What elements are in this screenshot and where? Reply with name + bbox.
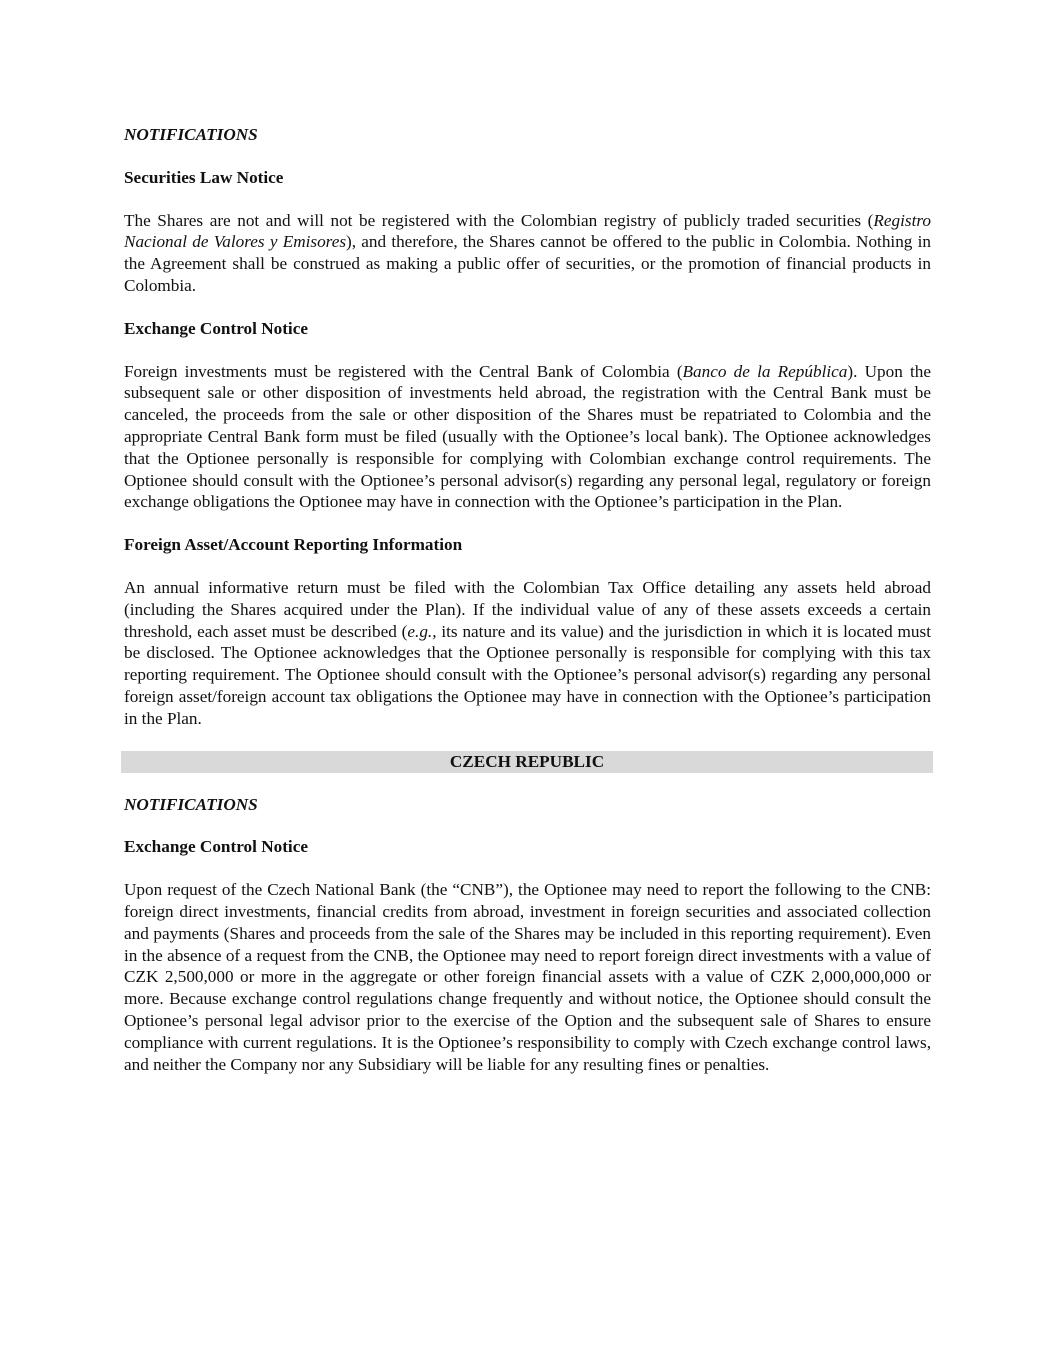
foreign-asset-text-a: An annual informative return must be filed with the Colombian Tax Office detailing any assets held abroad (including the Shares acquired under the Plan). If the individual value of any of these assets exceeds a certain threshold, each asset must be described ( — [124, 577, 931, 641]
czech-notifications-heading: NOTIFICATIONS — [124, 794, 258, 814]
czech-exchange-control-heading: Exchange Control Notice — [124, 837, 308, 857]
foreign-asset-heading: Foreign Asset/Account Reporting Information — [124, 535, 463, 555]
securities-text-italic: Registro Nacional de Valores y Emisores — [124, 210, 931, 252]
securities-law-heading: Securities Law Notice — [124, 167, 284, 187]
document-body — [124, 124, 931, 1096]
exchange-text-b: ). Upon the subsequent sale or other disposition of investments held abroad, the registration with the Central Bank must be canceled, the proceeds from the sale or other disposition of the Shares must be repatriated to Colombia and the appropriate Central Bank form must be filed (usually with the Optionee’s local bank). The Optionee acknowledges that the Optionee personally is responsible for complying with Colombian exchange control requirements. The Optionee should consult with the Optionee’s personal advisor(s) regarding any personal legal, regulatory or foreign exchange obligations the Optionee may have in connection with the Optionee’s participation in the Plan. — [124, 361, 931, 512]
foreign-asset-paragraph — [124, 577, 931, 730]
securities-text-b: ), and therefore, the Shares cannot be offered to the public in Colombia. Nothing in the Agreement shall be construed as making a public offer of securities, or the promotion of financial products in Colombia. — [124, 232, 931, 295]
foreign-asset-text-b: its nature and its value) and the jurisdiction in which it is located must be disclosed. The Optionee acknowledges that the Optionee personally is responsible for complying with this tax reporting requirement. The Optionee should consult with the Optionee’s personal advisor(s) regarding any personal foreign asset/foreign account tax obligations the Optionee may have in connection with the Optionee’s participation in the Plan. — [124, 621, 931, 728]
exchange-text-a: Foreign investments must be registered with the Central Bank of Colombia ( — [124, 361, 683, 381]
czech-exchange-control-paragraph: Upon request of the Czech National Bank (the “CNB”), the Optionee may need to report the following to the CNB: foreign direct investments, financial credits from abroad, investment in foreign securities and associated collection and payments (Shares and proceeds from the sale of the Shares may be included in this reporting requirement). Even in the absence of a request from the CNB, the Optionee may need to report foreign direct investments with a value of CZK 2,500,000 or more in the aggregate or other foreign financial assets with a value of CZK 2,000,000,000 or more. Because exchange control regulations change frequently and without notice, the Optionee should consult the Optionee’s personal legal advisor prior to the exercise of the Option and the subsequent sale of Shares to ensure compliance with current regulations. It is the Optionee’s responsibility to comply with Czech exchange control laws, and neither the Company nor any Subsidiary will be liable for any resulting fines or penalties. — [124, 880, 931, 1074]
exchange-control-paragraph — [124, 361, 931, 514]
czech-republic-banner: CZECH REPUBLIC — [121, 751, 933, 773]
foreign-asset-text-italic: e.g., — [407, 621, 437, 641]
exchange-text-italic: Banco de la República — [682, 361, 848, 381]
exchange-control-heading: Exchange Control Notice — [124, 318, 308, 338]
notifications-heading: NOTIFICATIONS — [124, 125, 258, 144]
securities-text-a: The Shares are not and will not be registered with the Colombian registry of publicly traded securities ( — [124, 210, 874, 230]
securities-law-paragraph — [124, 210, 931, 297]
